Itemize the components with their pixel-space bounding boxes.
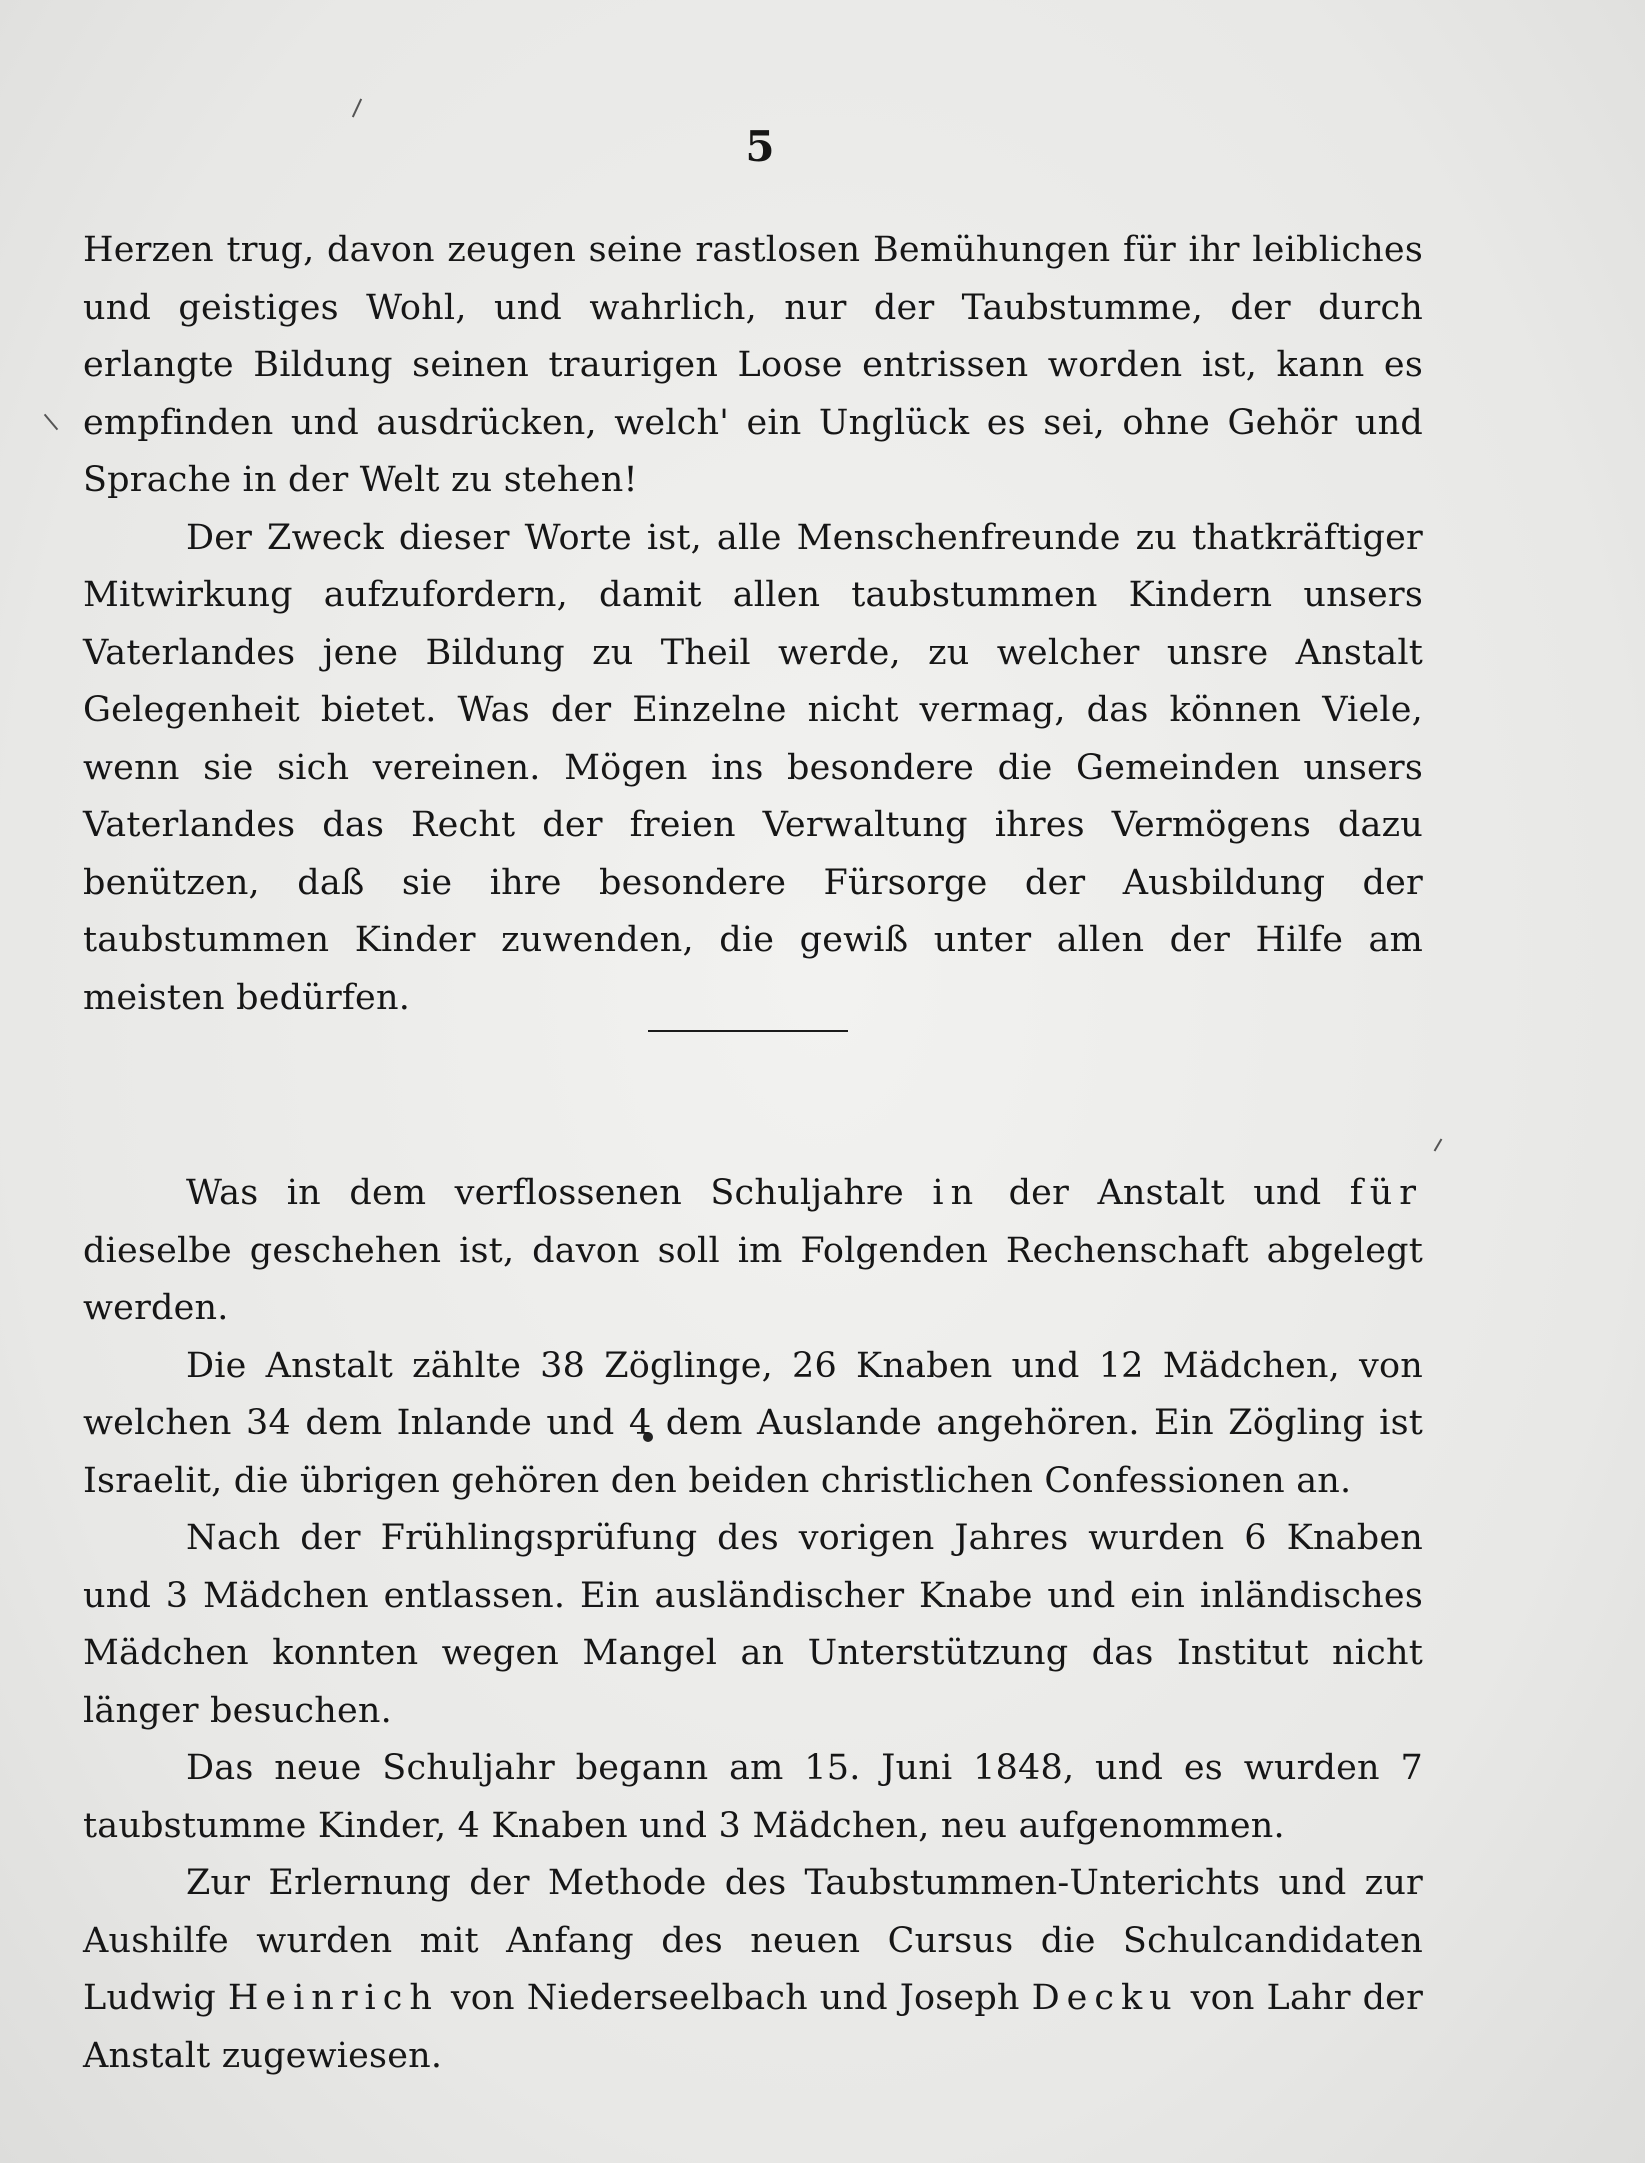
emphasized-name: Decku [1031,1978,1179,2018]
emphasized-word: für [1349,1173,1424,1213]
page-number: 5 [745,122,775,171]
text-fragment: der Anstalt und [1008,1173,1322,1213]
section-divider [648,1030,848,1032]
text-fragment: Was in dem verflossenen Schuljahre [186,1173,904,1213]
text-fragment: dieselbe geschehen ist, davon soll im Folgenden Rechenschaft abgelegt werden. [83,1230,1423,1328]
stray-ink-mark [352,99,362,118]
paragraph-new-year: Das neue Schuljahr begann am 15. Juni 1848, und es wurden 7 taubstumme Kinder, 4 Knaben und 3 Mädchen, neu aufgenommen. [83,1748,1423,1846]
stray-ink-mark [44,414,58,431]
emphasized-name: Heinrich [227,1978,439,2018]
paragraph-report-intro [83,1165,1423,1338]
emphasized-word: in [932,1173,981,1213]
text-fragment: von Lahr der Anstalt zugewiesen. [83,1978,1424,2076]
text-section-report [83,1165,1423,2085]
paragraph-appeal: Der Zweck dieser Worte ist, alle Menschenfreunde zu thatkräftiger Mitwirkung aufzufordern, damit allen taubstummen Kindern unsers Vaterlandes jene Bildung zu Theil werde, zu welcher unsre Anstalt Gelegenheit bietet. Was der Einzelne nicht vermag, das können Viele, wenn sie sich vereinen. Mögen ins besondere die Gemeinden unsers Vaterlandes das Recht der freien Verwaltung ihres Vermögens dazu benützen, daß sie ihre besondere Fürsorge der Ausbildung der taubstummen Kinder zuwenden, die gewiß unter allen der Hilfe am meisten bedürfen. [83,517,1423,1018]
text-fragment: von Niederseelbach und Joseph [450,1978,1020,2018]
paragraph-pupil-count: Die Anstalt zählte 38 Zöglinge, 26 Knaben und 12 Mädchen, von welchen 34 dem Inlande und 4 dem Auslande angehören. Ein Zögling ist Israelit, die übrigen gehören den beiden christlichen Confessionen an. [83,1345,1423,1501]
paragraph-departures: Nach der Frühlingsprüfung des vorigen Jahres wurden 6 Knaben und 3 Mädchen entlassen. Ein ausländischer Knabe und ein inländisches Mädchen konnten wegen Mangel an Unterstützung das Institut nicht länger besuchen. [83,1518,1423,1731]
text-fragment: Zur Erlernung der Methode des Taubstummen-Unterichts und zur Aushilfe wurden mit Anfang des neuen Cursus die Schulcandidaten Ludwig [83,1863,1423,2018]
stray-ink-mark [1434,1138,1443,1151]
text-section-continued [83,222,1423,1027]
paragraph-continuation: Herzen trug, davon zeugen seine rastlosen Bemühungen für ihr leibliches und geistiges Wohl, und wahrlich, nur der Taubstumme, der durch erlangte Bildung seinen traurigen Loose entrissen worden ist, kann es empfinden und ausdrücken, welch' ein Unglück es sei, ohne Gehör und Sprache in der Welt zu stehen! [83,230,1423,500]
paragraph-candidates [83,1855,1423,2085]
